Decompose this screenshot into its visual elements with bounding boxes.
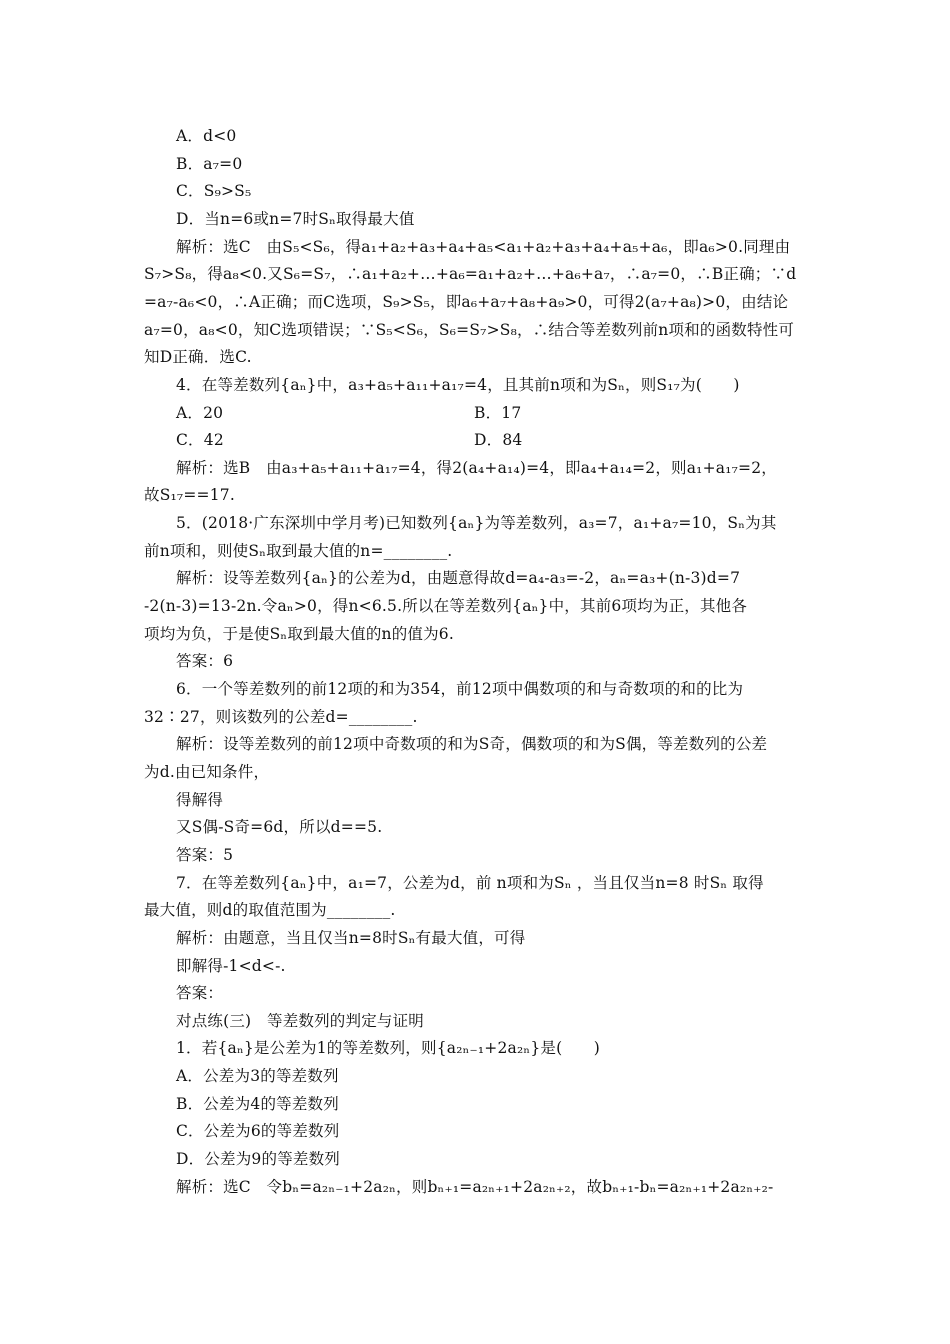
text-line [144,541,452,561]
text-line-content: C．42 [176,431,224,449]
text-line [144,762,269,782]
text-line [176,1011,424,1031]
text-line-content: A．20 [176,404,224,422]
text-line-content: =a₇-a₆<0，∴A正确；而C选项，S₉>S₅，即a₆+a₇+a₈+a₉>0，可得2(a₇+a₈)>0，由结论 [144,293,789,311]
text-line-content: 解析：选C 由S₅<S₆，得a₁+a₂+a₃+a₄+a₅<a₁+a₂+a₃+a₄+a₅+a₆，即a₆>0.同理由 [176,238,791,256]
text-line [144,707,418,727]
text-line [176,237,790,257]
text-line [176,181,251,201]
text-line [176,126,236,146]
text-line [176,1149,340,1169]
text-line [144,485,235,505]
text-line [176,790,223,810]
text-line [176,430,523,450]
text-line [176,375,740,395]
text-line-content: B．公差为4的等差数列 [176,1095,339,1113]
text-line-content: 解析：选B 由a₃+a₅+a₁₁+a₁₇=4，得2(a₄+a₁₄)=4，即a₄+a₁₄=2，则a₁+a₁₇=2， [176,459,777,477]
text-line-content: 又S偶-S奇=6d，所以d==5. [176,818,383,836]
text-line [144,264,796,284]
text-line-content: 1．若{aₙ}是公差为1的等差数列，则{a₂ₙ₋₁+2a₂ₙ}是( ) [176,1039,600,1057]
text-line-content: 5．(2018·广东深圳中学月考)已知数列{aₙ}为等差数列，a₃=7，a₁+a₇=10，Sₙ为其 [176,514,777,532]
text-line-content: 故S₁₇==17. [144,486,235,504]
text-line-content: B．a₇=0 [176,155,243,173]
text-line [176,873,764,893]
text-line-content: A．d<0 [176,127,237,145]
text-line-content: 解析：设等差数列的前12项中奇数项的和为S奇，偶数项的和为S偶，等差数列的公差 [176,735,768,753]
text-line [176,1177,773,1197]
text-line [176,679,743,699]
text-line [176,1094,339,1114]
text-line [176,928,525,948]
text-line [176,817,382,837]
text-line [144,596,747,616]
text-line-content: D．当n=6或n=7时Sₙ取得最大值 [176,210,415,228]
text-line [144,900,396,920]
text-line-content: 7．在等差数列{aₙ}中，a₁=7，公差为d，前 n项和为Sₙ ，当且仅当n=8 时Sₙ 取得 [176,874,764,892]
text-line [176,513,777,533]
text-line-content: 答案：5 [176,846,234,864]
text-line [176,845,233,865]
text-line-second-column: B．17 [474,404,522,422]
text-line [176,1121,339,1141]
text-line-content: 解析：设等差数列{aₙ}的公差为d，由题意得故d=a₄-a₃=-2，aₙ=a₃+(n-3)d=7 [176,569,741,587]
text-line [176,154,242,174]
text-line [144,347,252,367]
text-line-content: 知D正确．选C. [144,348,252,366]
text-line [176,458,777,478]
text-line-content: 为d.由已知条件， [144,763,270,781]
text-line [176,1066,339,1086]
text-line-content: A．公差为3的等差数列 [176,1067,339,1085]
text-line-content: 答案： [176,984,224,1002]
text-line-second-column: D．84 [474,431,523,449]
text-line [144,624,454,644]
text-line-content: 答案：6 [176,652,234,670]
text-line [144,292,788,312]
text-line [176,734,767,754]
text-line-content: 前n项和，则使Sₙ取到最大值的n=________. [144,542,453,560]
text-line [176,983,223,1003]
text-line [176,209,415,229]
text-line [176,403,522,423]
text-line-content: D．公差为9的等差数列 [176,1150,340,1168]
text-line-content: 项均为负，于是使Sₙ取到最大值的n的值为6. [144,625,454,643]
text-line [144,320,794,340]
text-line-content: S₇>S₈，得a₈<0.又S₆=S₇，∴a₁+a₂+…+a₆=a₁+a₂+…+a₆+a₇，∴a₇=0，∴B正确；∵d [144,265,797,283]
text-line-content: C．公差为6的等差数列 [176,1122,340,1140]
text-line [176,956,286,976]
text-line-content: 解析：由题意，当且仅当n=8时Sₙ有最大值，可得 [176,929,526,947]
text-line-content: 6．一个等差数列的前12项的和为354，前12项中偶数项的和与奇数项的和的比为 [176,680,744,698]
text-line-content: 最大值，则d的取值范围为________. [144,901,396,919]
text-line-content: 得解得 [176,791,224,809]
text-line-content: 即解得-1<d<-. [176,957,286,975]
text-line-content: 4．在等差数列{aₙ}中，a₃+a₅+a₁₁+a₁₇=4，且其前n项和为Sₙ，则S₁₇为( ) [176,376,740,394]
text-line-content: -2(n-3)=13-2n.令aₙ>0，得n<6.5.所以在等差数列{aₙ}中，其前6项均为正，其他各 [144,597,748,615]
text-line [176,1038,600,1058]
text-line [176,568,740,588]
text-line-content: 对点练(三) 等差数列的判定与证明 [176,1012,424,1030]
text-line-content: 32∶27，则该数列的公差d=________. [144,708,418,726]
text-line-content: C．S₉>S₅ [176,182,252,200]
text-line [176,651,233,671]
text-line-content: 解析：选C 令bₙ=a₂ₙ₋₁+2a₂ₙ，则bₙ₊₁=a₂ₙ₊₁+2a₂ₙ₊₂，故bₙ₊₁-bₙ=a₂ₙ₊₁+2a₂ₙ₊₂- [176,1178,774,1196]
text-line-content: a₇=0，a₈<0，知C选项错误；∵S₅<S₆，S₆=S₇>S₈，∴结合等差数列前n项和的函数特性可 [144,321,795,339]
